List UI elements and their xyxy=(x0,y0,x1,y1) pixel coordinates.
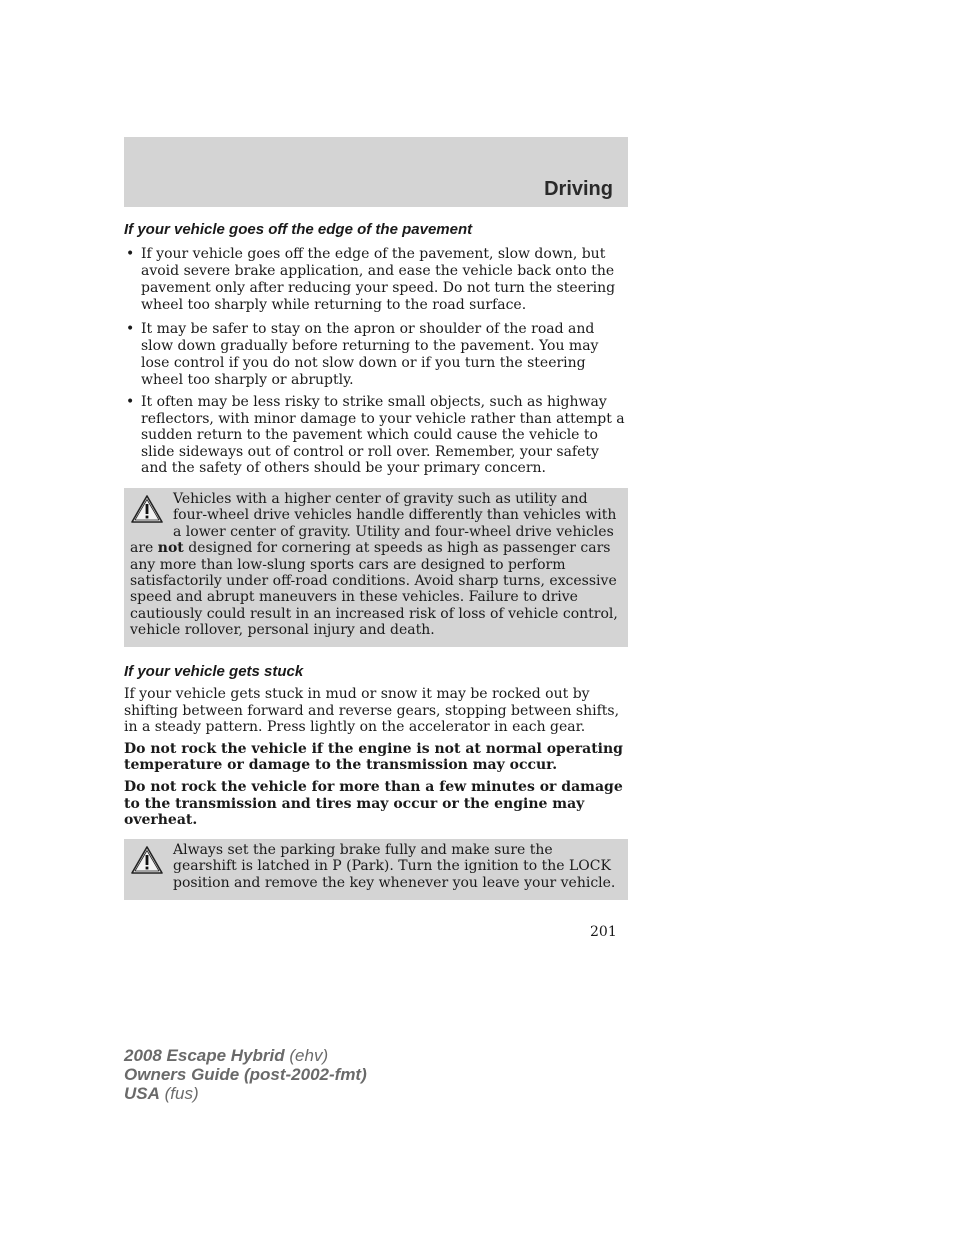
list-item-text: If your vehicle goes off the edge of the pavement, slow down, but avoid severe brake application, and ease the vehicle back onto the pavement only after reducing your speed. Do not turn the steering wheel too sharply while returning to the road surface. xyxy=(141,246,616,313)
footer-region: USA xyxy=(124,1084,160,1103)
warning-triangle-icon xyxy=(130,494,164,524)
section-pavement-edge xyxy=(124,221,628,477)
list-item-text: It often may be less risky to strike small objects, such as highway reflectors, with minor damage to your vehicle rather than attempt a sudden return to the pavement which could cause the vehicle to slide sideways out of control or roll over. Remember, your safety and the safety of others should be your primary concern. xyxy=(141,394,625,476)
warning-text xyxy=(130,491,620,639)
section-vehicle-stuck xyxy=(124,663,628,829)
bullet-symbol: • xyxy=(126,321,135,337)
page-number: 201 xyxy=(590,924,617,940)
warning-text-part: Vehicles with a higher center of gravity such as utility and four-wheel drive vehicles handle differently than vehicles with a lower center of gravity. Utility and four-wheel drive vehicles are xyxy=(130,491,617,557)
warning-triangle-icon xyxy=(130,845,164,875)
footer-line xyxy=(124,1046,367,1065)
warning-text: Always set the parking brake fully and make sure the gearshift is latched in P (Park). Turn the ignition to the LOCK position and remove the key whenever you leave your vehicle. xyxy=(173,842,616,891)
footer-line xyxy=(124,1065,367,1084)
bullet-symbol: • xyxy=(126,246,135,262)
warning-box-center-of-gravity xyxy=(124,488,628,647)
bullet-list xyxy=(124,246,628,477)
section-header-band xyxy=(124,137,628,207)
footer-code: (fus) xyxy=(164,1084,199,1103)
footer-line xyxy=(124,1084,367,1103)
section-heading-pavement: If your vehicle goes off the edge of the pavement xyxy=(124,221,473,238)
paragraph: If your vehicle gets stuck in mud or snow it may be rocked out by shifting between forward and reverse gears, stopping between shifts, in a steady pattern. Press lightly on the accelerator in each gear. xyxy=(124,686,620,736)
warning-box-parking-brake xyxy=(124,839,628,900)
warning-text-part: designed for cornering at speeds as high as passenger cars any more than low-slung sports cars are designed to perform satisfactorily under off-road conditions. Avoid sharp turns, excessive speed and abrupt maneuvers in these vehicles. Failure to drive cautiously could result in an increased risk of loss of vehicle control, vehicle rollover, personal injury and death. xyxy=(130,540,618,639)
document-footer xyxy=(124,1046,367,1103)
bold-caution-note: Do not rock the vehicle if the engine is not at normal operating temperature or damage to the transmission may occur. xyxy=(124,740,623,774)
bullet-symbol: • xyxy=(126,394,135,410)
section-title: Driving xyxy=(544,178,613,200)
section-heading-stuck: If your vehicle gets stuck xyxy=(124,663,304,680)
footer-model: 2008 Escape Hybrid xyxy=(124,1046,285,1065)
list-item xyxy=(124,394,628,477)
footer-guide: Owners Guide (post-2002-fmt) xyxy=(124,1065,367,1084)
bold-caution-note: Do not rock the vehicle for more than a few minutes or damage to the transmission and tires may occur or the engine may overheat. xyxy=(124,778,623,829)
warning-emphasis: not xyxy=(157,540,184,557)
footer-code: (ehv) xyxy=(289,1046,329,1065)
list-item-text: It may be safer to stay on the apron or shoulder of the road and slow down gradually before returning to the pavement. You may lose control if you do not slow down or if you turn the steering wheel too sharply or abruptly. xyxy=(141,321,599,388)
list-item xyxy=(124,321,628,389)
list-item xyxy=(124,246,628,314)
